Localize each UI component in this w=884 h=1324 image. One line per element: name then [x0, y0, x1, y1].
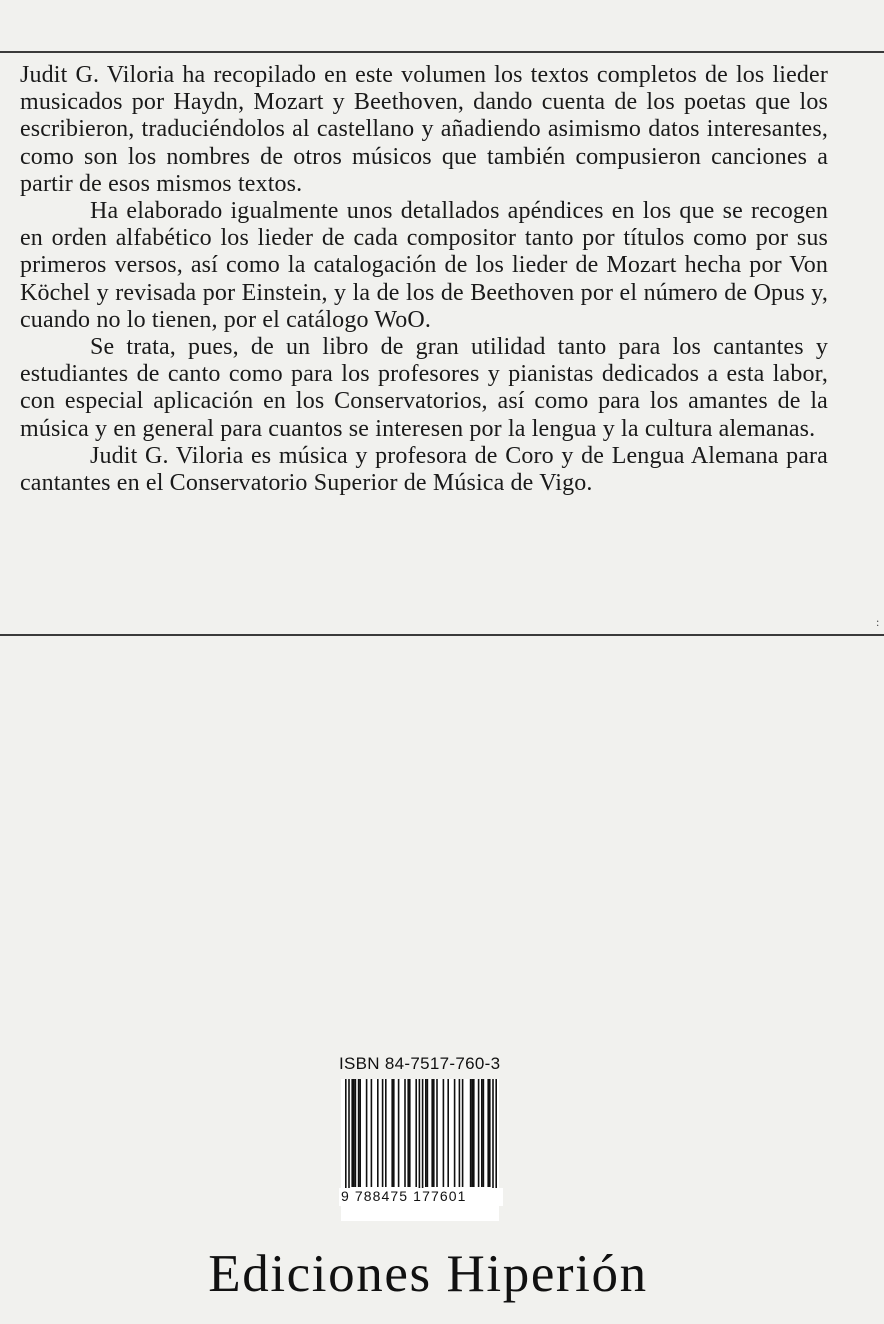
barcode-bar	[483, 1079, 485, 1187]
barcode-bar	[385, 1079, 387, 1187]
barcode-bar	[489, 1079, 491, 1187]
barcode-bar	[404, 1079, 406, 1187]
blurb-paragraph-1: Judit G. Viloria ha recopilado en este volumen los textos completos de los lieder musicados por Haydn, Mozart y Beethoven, dando cuenta de los poetas que los escribieron, traduciéndolos al castellano y añadiendo asimismo datos interesantes, como son los nombres de otros músicos que también compusieron canciones a partir de esos mismos textos.	[20, 62, 828, 197]
barcode-bar	[382, 1079, 384, 1187]
barcode-bar	[471, 1079, 473, 1187]
publisher-name: Ediciones Hiperión	[208, 1245, 648, 1303]
barcode-bar	[345, 1079, 347, 1197]
barcode-bar	[481, 1079, 483, 1187]
barcode-bar	[473, 1079, 475, 1187]
barcode-bar	[422, 1079, 424, 1197]
barcode-bar	[366, 1079, 368, 1187]
barcode-bar	[470, 1079, 472, 1187]
barcode-bar	[454, 1079, 456, 1187]
barcode-bar	[495, 1079, 497, 1197]
barcode-bar	[407, 1079, 409, 1187]
barcode-bar	[443, 1079, 445, 1187]
barcode-bar	[355, 1079, 357, 1187]
barcode-bar	[398, 1079, 400, 1187]
barcode-bar	[348, 1079, 350, 1197]
barcode-bar	[393, 1079, 395, 1187]
barcode-bar	[447, 1079, 449, 1187]
barcode-bar	[459, 1079, 461, 1187]
barcode-bar	[487, 1079, 489, 1187]
back-cover-blurb	[20, 62, 828, 497]
barcode-bar	[359, 1079, 361, 1187]
barcode-number: 9 788475 177601	[339, 1188, 503, 1206]
blurb-paragraph-3: Se trata, pues, de un libro de gran utilidad tanto para los cantantes y estudiantes de canto como para los profesores y pianistas dedicados a esta labor, con especial aplicación en los Conservatorios, así como para los amantes de la música y en general para cuantos se interesen por la lengua y la cultura alemanas.	[20, 334, 828, 442]
barcode-bar	[415, 1079, 417, 1187]
barcode-bar	[462, 1079, 464, 1187]
barcode-bar	[431, 1079, 433, 1187]
top-rule	[0, 51, 884, 53]
barcode-bar	[391, 1079, 393, 1187]
blurb-paragraph-4: Judit G. Viloria es música y profesora de Coro y de Lengua Alemana para cantantes en el Conservatorio Superior de Música de Vigo.	[20, 442, 828, 497]
edge-mark: :	[876, 615, 880, 629]
isbn-label: ISBN 84-7517-760-3	[339, 1054, 501, 1073]
barcode-bar	[425, 1079, 427, 1187]
bottom-rule	[0, 634, 884, 636]
barcode-bar	[433, 1079, 435, 1187]
barcode-bar	[492, 1079, 494, 1197]
blurb-paragraph-2: Ha elaborado igualmente unos detallados apéndices en los que se recogen en orden alfabético los lieder de cada compositor tanto por títulos como por sus primeros versos, así como la catalogación de los lieder de Mozart hecha por Von Köchel y revisada por Einstein, y la de los de Beethoven por el número de Opus y, cuando no lo tienen, por el catálogo WoO.	[20, 198, 828, 333]
barcode-bar	[353, 1079, 355, 1187]
barcode-bar	[478, 1079, 480, 1187]
barcode-bar	[409, 1079, 411, 1187]
barcode-bar	[371, 1079, 373, 1187]
barcode-bar	[427, 1079, 429, 1187]
barcode-bar	[419, 1079, 421, 1197]
barcode-bar	[436, 1079, 438, 1187]
barcode-bar	[377, 1079, 379, 1187]
barcode-bar	[358, 1079, 360, 1187]
barcode-bar	[351, 1079, 353, 1187]
